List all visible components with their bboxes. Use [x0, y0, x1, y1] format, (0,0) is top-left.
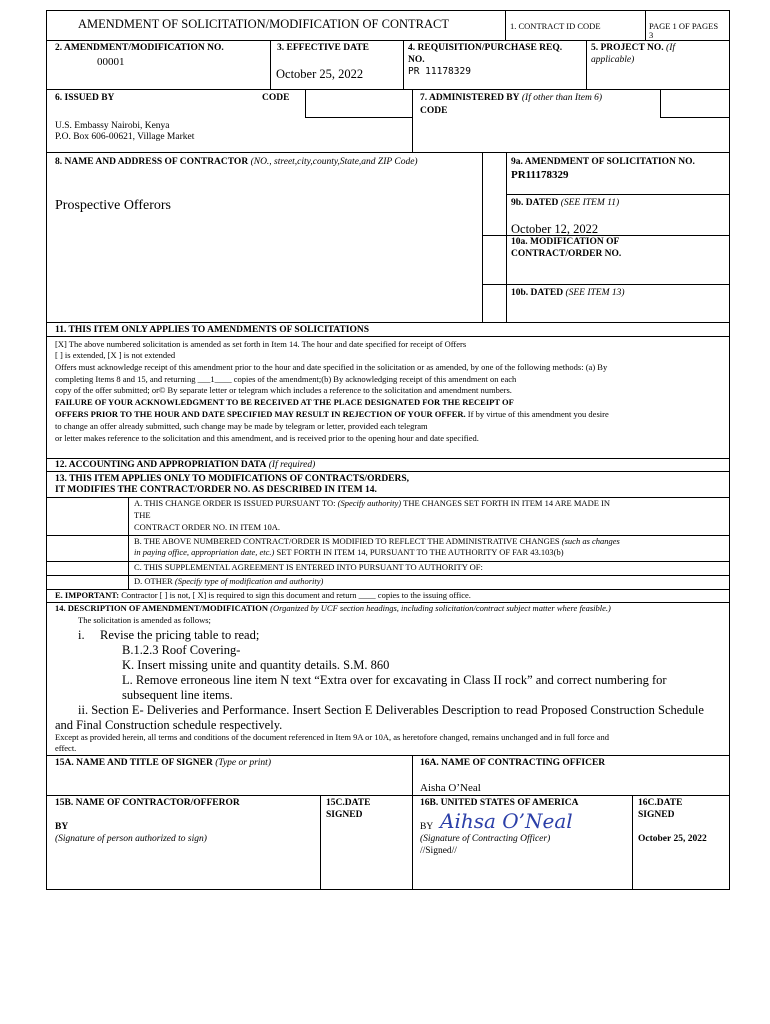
- item14-except-line1: Except as provided herein, all terms and conditions of the document referenced in Item 9A or 10A, as heretofore changed, remains unchanged and in full force and: [55, 732, 609, 742]
- item12-label: 12. ACCOUNTING AND APPROPRIATION DATA (If required): [55, 460, 316, 470]
- date-15c-label-2: SIGNED: [326, 810, 363, 820]
- item14-sub3: L. Remove erroneous line item N text “Extra over for excavating in Class II rock” and correct numbering for: [122, 673, 667, 687]
- contractor-label: 8. NAME AND ADDRESS OF CONTRACTOR (NO., street,city,county,State,and ZIP Code): [55, 157, 418, 167]
- requisition-label-no: NO.: [408, 55, 425, 65]
- contractor-signature-note: (Signature of person authorized to sign): [55, 834, 207, 844]
- item11-line8: to change an offer already submitted, such change may be made by telegram or letter, provided each telegram: [55, 421, 428, 431]
- item14-intro: The solicitation is amended as follows;: [78, 615, 211, 625]
- contractor-value: Prospective Offerors: [55, 198, 171, 213]
- contracting-officer-signature: Aihsa O’Neal: [440, 809, 573, 833]
- signer-16a-label: 16A. NAME OF CONTRACTING OFFICER: [420, 758, 606, 768]
- date-15c-label-1: 15C.DATE: [326, 798, 371, 808]
- effective-date-value: October 25, 2022: [276, 67, 364, 81]
- item13-b-line1: B. THE ABOVE NUMBERED CONTRACT/ORDER IS MODIFIED TO REFLECT THE ADMINISTRATIVE CHANGES (such as changes: [134, 536, 620, 546]
- contracting-officer-name: Aisha O’Neal: [420, 782, 481, 794]
- item13-c: C. THIS SUPPLEMENTAL AGREEMENT IS ENTERED INTO PURSUANT TO AUTHORITY OF:: [134, 562, 483, 572]
- form-title: AMENDMENT OF SOLICITATION/MODIFICATION OF CONTRACT: [78, 17, 449, 31]
- item14-sub3b: subsequent line items.: [122, 688, 233, 702]
- item14-heading: 14. DESCRIPTION OF AMENDMENT/MODIFICATION (Organized by UCF section headings, including solicitation/contract subject matter where feasible.): [55, 603, 611, 613]
- contract-id-label: 1. CONTRACT ID CODE: [510, 21, 601, 31]
- item11-line1: [X] The above numbered solicitation is amended as set forth in Item 14. The hour and date specified for receipt of Offers: [55, 339, 467, 349]
- requisition-value: PR 11178329: [408, 66, 471, 77]
- amendment-solicitation-label: 9a. AMENDMENT OF SOLICITATION NO.: [511, 157, 695, 167]
- issued-by-label: 6. ISSUED BY: [55, 93, 115, 103]
- page-label: PAGE 1 OF PAGES: [649, 21, 719, 31]
- project-no-label: 5. PROJECT NO. (If: [591, 43, 676, 53]
- item14-sub1: B.1.2.3 Roof Covering-: [122, 643, 241, 657]
- signer-15b-label: 15B. NAME OF CONTRACTOR/OFFEROR: [55, 798, 240, 808]
- issued-address-line1: U.S. Embassy Nairobi, Kenya: [55, 121, 170, 131]
- dated-10b-label: 10b. DATED (SEE ITEM 13): [511, 288, 625, 298]
- item11-line5: copy of the offer submitted; or© By separate letter or telegram which includes a reference to the solicitation and amendment numbers.: [55, 385, 512, 395]
- item14-i-text: Revise the pricing table to read;: [100, 628, 260, 642]
- item11-line7: OFFERS PRIOR TO THE HOUR AND DATE SPECIFIED MAY RESULT IN REJECTION OF YOUR OFFER. If by virtue of this amendment you desire: [55, 409, 609, 419]
- issued-address-line2: P.O. Box 606-00621, Village Market: [55, 132, 195, 142]
- item14-except-line2: effect.: [55, 743, 77, 753]
- modification-label-1: 10a. MODIFICATION OF: [511, 237, 620, 247]
- administered-code-label: CODE: [420, 106, 448, 116]
- dated-9b-value: October 12, 2022: [511, 222, 599, 236]
- issued-code-label: CODE: [262, 93, 290, 103]
- date-signed-value: October 25, 2022: [638, 834, 707, 844]
- requisition-label: 4. REQUISITION/PURCHASE REQ.: [408, 43, 563, 53]
- pages-total: 3: [649, 30, 654, 40]
- item13-a-line3: CONTRACT ORDER NO. IN ITEM 10A.: [134, 522, 280, 532]
- item13-heading-1: 13. THIS ITEM APPLIES ONLY TO MODIFICATIONS OF CONTRACTS/ORDERS,: [55, 474, 410, 484]
- officer-signature-note: (Signature of Contracting Officer): [420, 834, 551, 844]
- date-16c-label-1: 16C.DATE: [638, 798, 683, 808]
- amendment-no-label: 2. AMENDMENT/MODIFICATION NO.: [55, 43, 224, 53]
- effective-date-label: 3. EFFECTIVE DATE: [277, 43, 369, 53]
- item11-line6: FAILURE OF YOUR ACKNOWLEDGMENT TO BE RECEIVED AT THE PLACE DESIGNATED FOR THE RECEIPT OF: [55, 397, 514, 407]
- item11-heading: 11. THIS ITEM ONLY APPLIES TO AMENDMENTS OF SOLICITATIONS: [55, 325, 370, 335]
- by-label-officer: BY: [420, 822, 434, 832]
- item11-line9: or letter makes reference to the solicitation and this amendment, and is received prior to the opening hour and date specified.: [55, 433, 479, 443]
- by-label-contractor: BY: [55, 822, 69, 832]
- item14-ii-line1: ii. Section E- Deliveries and Performance. Insert Section E Deliverables Description to read Proposed Construction Schedule: [78, 703, 704, 717]
- item13-d: D. OTHER (Specify type of modification and authority): [134, 576, 324, 586]
- signer-16b-label: 16B. UNITED STATES OF AMERICA: [420, 798, 579, 808]
- item11-line2: [ ] is extended, [X ] is not extended: [55, 350, 176, 360]
- item11-line3: Offers must acknowledge receipt of this amendment prior to the hour and date specified in the solicitation or as amended, by one of the following methods: (a) By: [55, 362, 608, 372]
- date-16c-label-2: SIGNED: [638, 810, 675, 820]
- item13-a-line1: A. THIS CHANGE ORDER IS ISSUED PURSUANT TO: (Specify authority) THE CHANGES SET FORTH IN ITEM 14 ARE MADE IN: [134, 498, 610, 508]
- item13-heading-2: IT MODIFIES THE CONTRACT/ORDER NO. AS DESCRIBED IN ITEM 14.: [55, 485, 377, 495]
- signed-mark: //Signed//: [420, 846, 457, 856]
- item14-ii-line2: and Final Construction schedule respectively.: [55, 718, 283, 732]
- item13-b-line2: in paying office, appropriation date, etc.) SET FORTH IN ITEM 14, PURSUANT TO THE AUTHORITY OF FAR 43.103(b): [134, 547, 564, 557]
- amendment-solicitation-value: PR11178329: [511, 169, 569, 181]
- item14-sub2: K. Insert missing unite and quantity details. S.M. 860: [122, 658, 390, 672]
- item14-i-label: i.: [78, 628, 85, 642]
- amendment-no-value: 00001: [97, 56, 125, 68]
- project-no-note: applicable): [591, 55, 635, 65]
- item11-line4: completing Items 8 and 15, and returning ___1____ copies of the amendment;(b) By acknowledging receipt of this amendment on each: [55, 374, 517, 384]
- signer-15a-label: 15A. NAME AND TITLE OF SIGNER (Type or print): [55, 758, 271, 768]
- modification-label-2: CONTRACT/ORDER NO.: [511, 249, 622, 259]
- important-notice: E. IMPORTANT: Contractor [ ] is not, [ X] is required to sign this document and return ____ copies to the issuing office.: [55, 590, 471, 600]
- dated-9b-label: 9b. DATED (SEE ITEM 11): [511, 198, 620, 208]
- item13-a-line2: THE: [134, 510, 151, 520]
- administered-by-label: 7. ADMINISTERED BY (If other than Item 6): [420, 93, 603, 103]
